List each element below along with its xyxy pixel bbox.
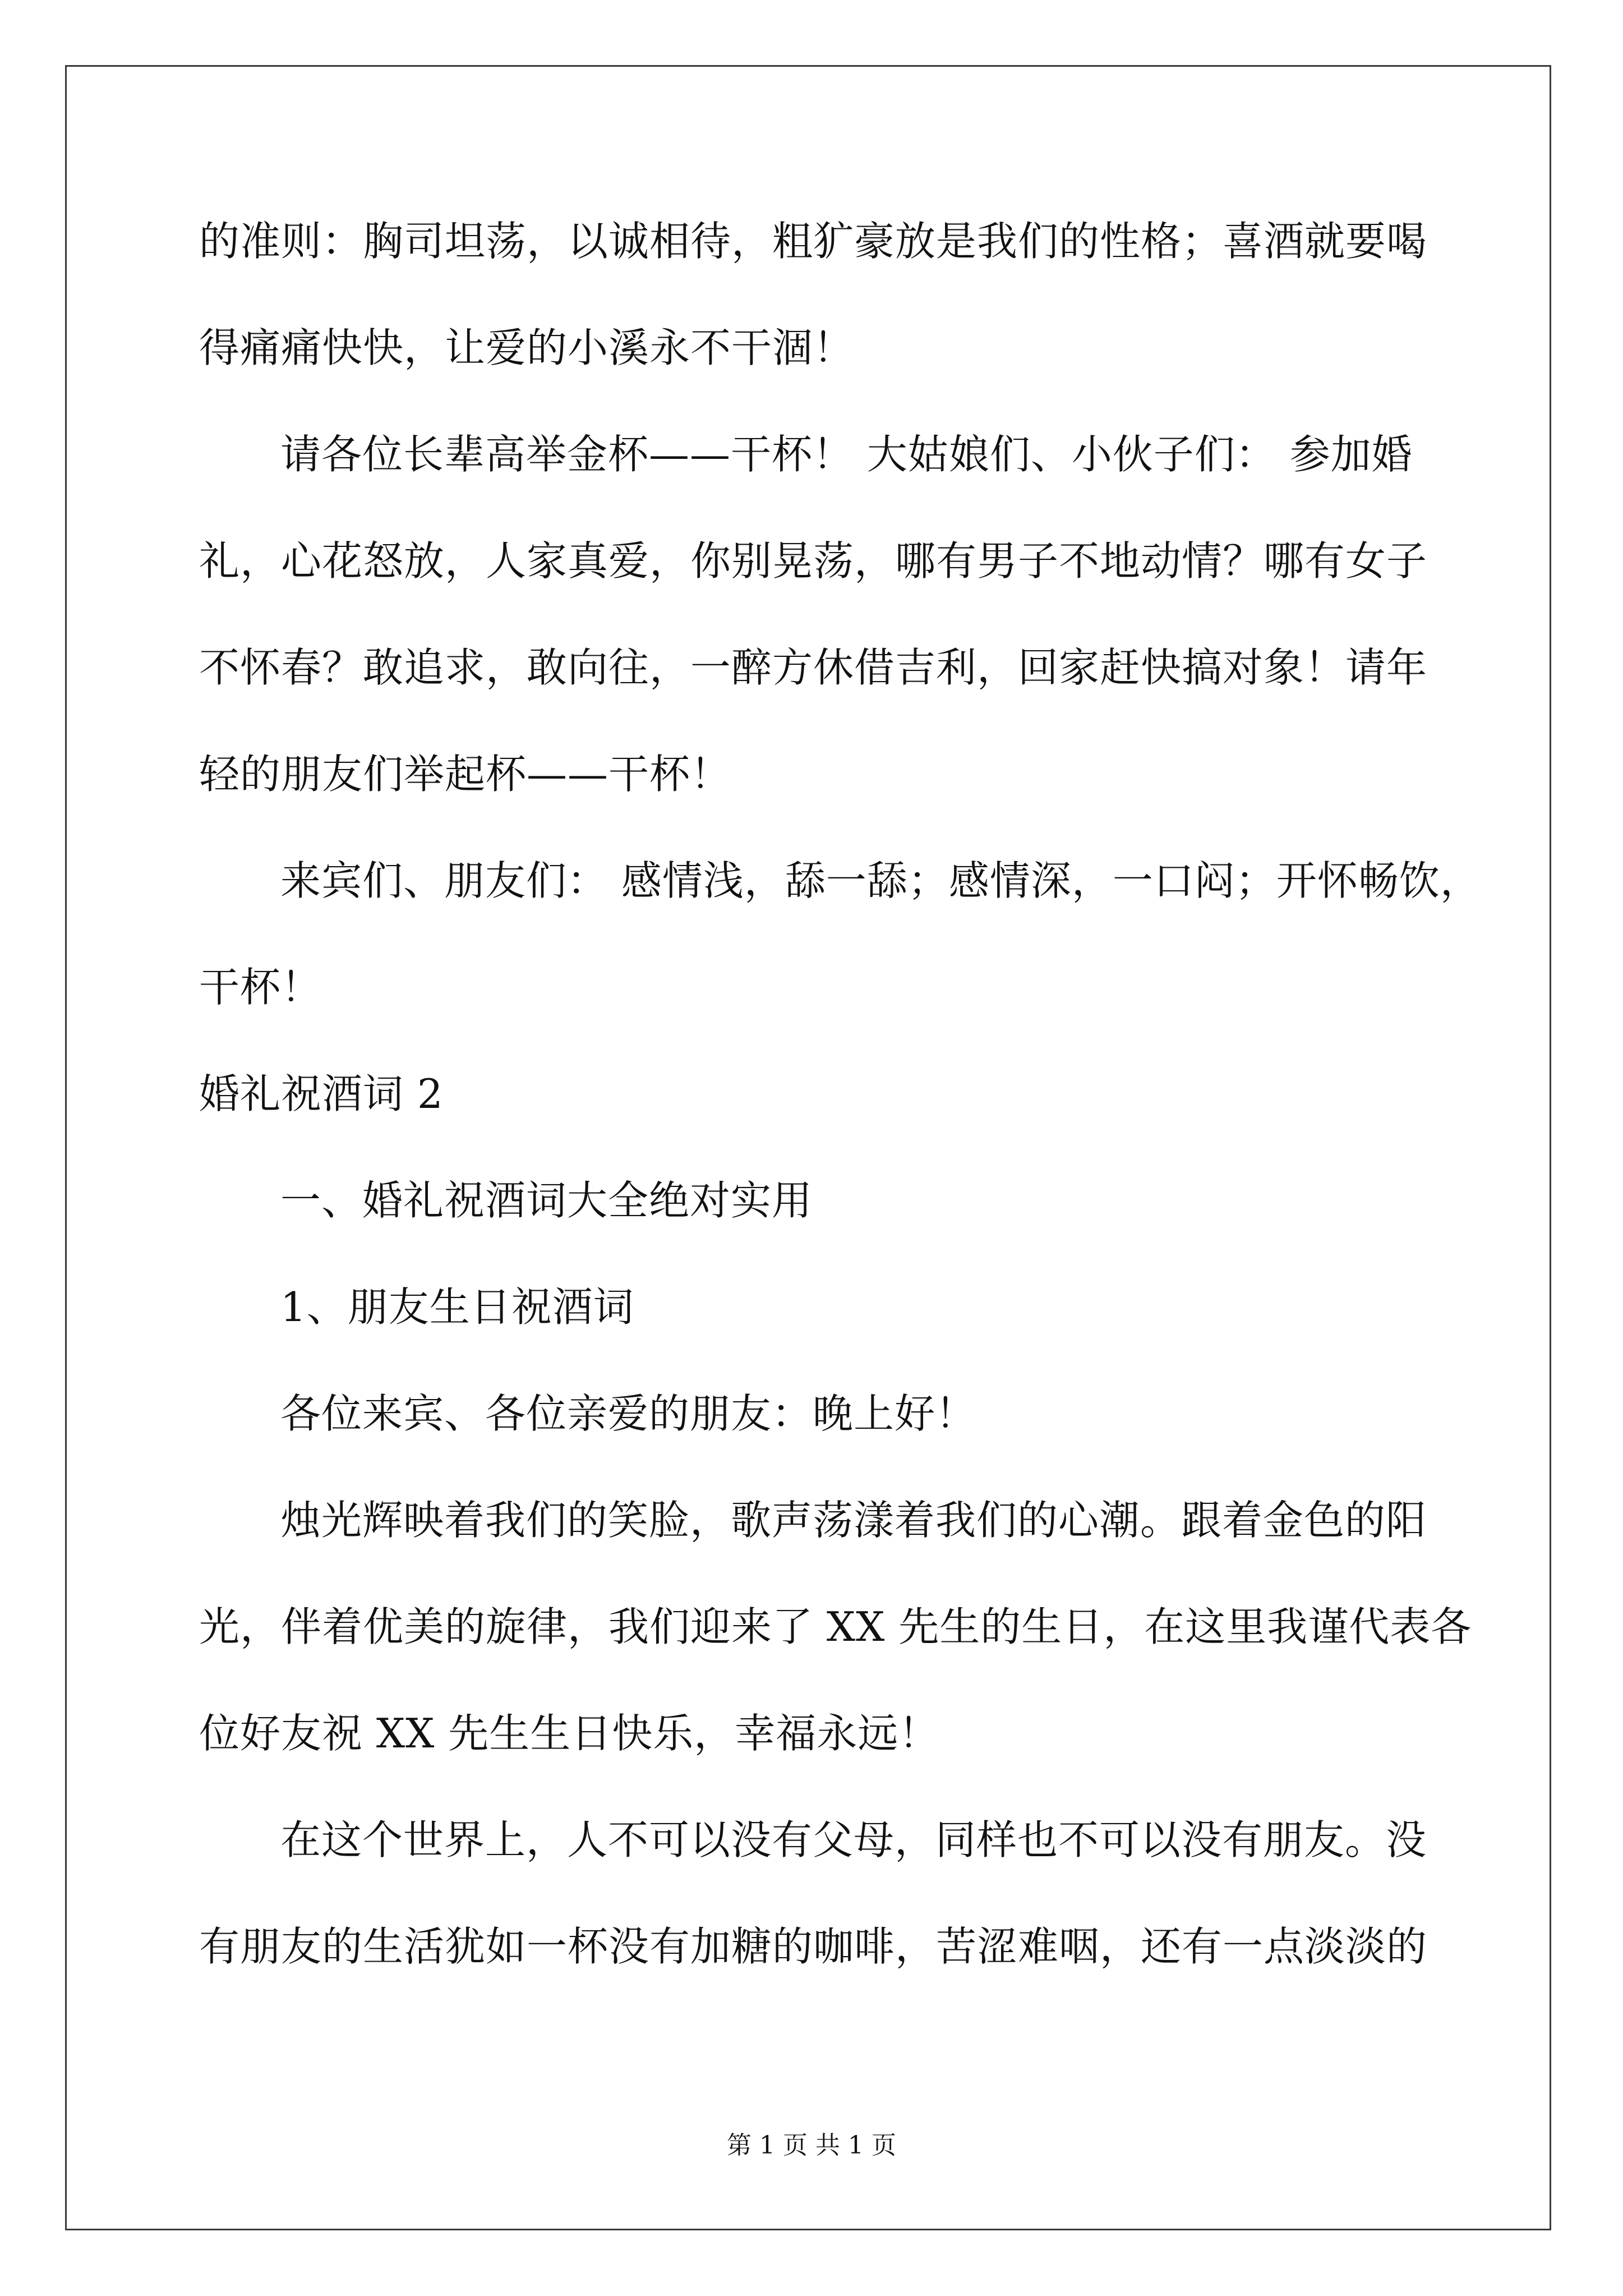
text-line: 位好友祝 XX 先生生日快乐，幸福永远！ [199,1710,940,1757]
text-line: 不怀春？敢追求，敢向往，一醉方休借吉利，回家赶快搞对象！请年 [199,644,1428,691]
text-line: 得痛痛快快，让爱的小溪永不干涸！ [199,324,855,371]
text-line: 烛光辉映着我们的笑脸，歌声荡漾着我们的心潮。跟着金色的阳 [280,1497,1427,1544]
text-line: 有朋友的生活犹如一杯没有加糖的咖啡，苦涩难咽，还有一点淡淡的 [199,1923,1428,1970]
text-line: 请各位长辈高举金杯——干杯！ 大姑娘们、小伙子们： 参加婚 [280,431,1413,478]
text-line: 光，伴着优美的旋律，我们迎来了 XX 先生的生日，在这里我谨代表各 [199,1603,1472,1650]
text-line: 来宾们、朋友们： 感情浅，舔一舔；感情深，一口闷；开怀畅饮， [280,857,1481,904]
text-line: 在这个世界上，人不可以没有父母，同样也不可以没有朋友。没 [280,1816,1427,1864]
page-number: 第 1 页 共 1 页 [727,2131,896,2160]
text-line: 各位来宾、各位亲爱的朋友：晚上好！ [280,1390,977,1437]
text-line: 一、婚礼祝酒词大全绝对实用 [280,1177,813,1224]
section-heading: 婚礼祝酒词 2 [199,1070,444,1117]
text-line: 1、朋友生日祝酒词 [280,1283,634,1331]
page-frame [65,65,1551,2230]
text-line: 的准则：胸司坦荡，以诚相待，粗犷豪放是我们的性格；喜酒就要喝 [199,218,1428,265]
text-line: 轻的朋友们举起杯——干杯！ [199,751,732,798]
text-line: 礼，心花怒放，人家真爱，你别晃荡，哪有男子不地动情？哪有女子 [199,537,1428,585]
text-line: 干杯！ [199,964,322,1011]
